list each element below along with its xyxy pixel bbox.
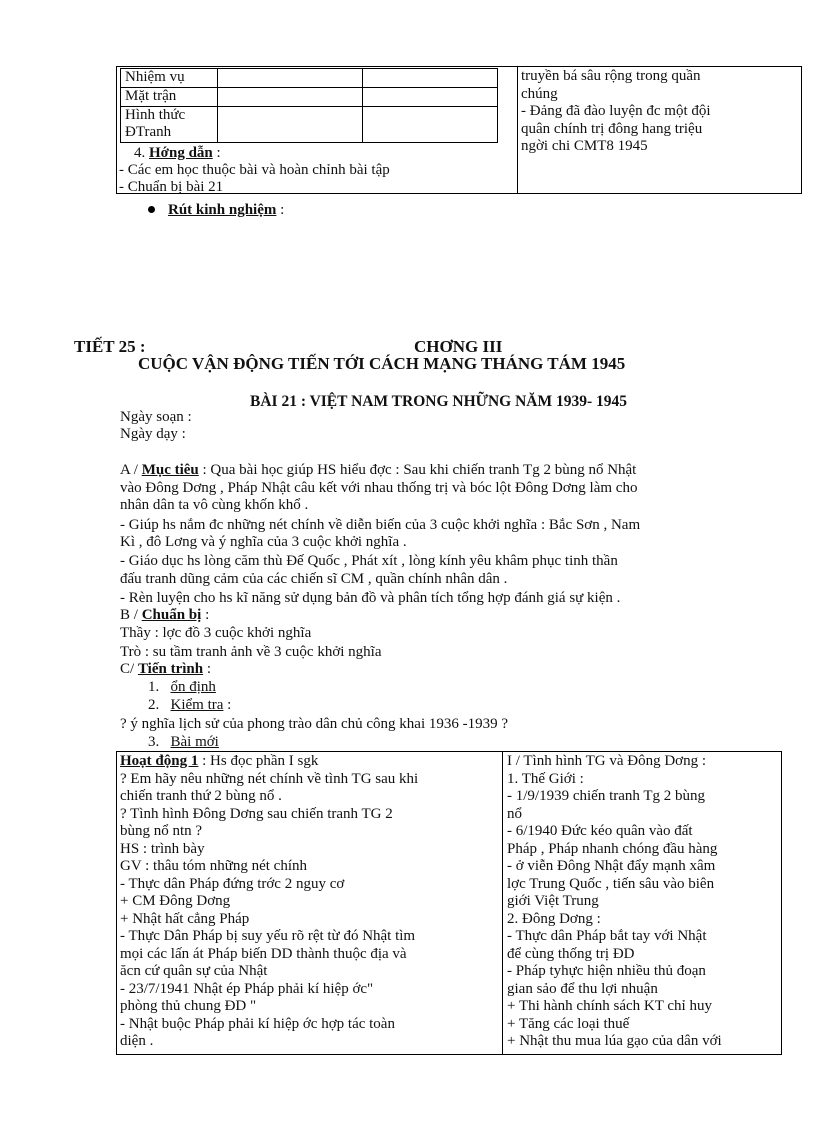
summary-table <box>120 68 498 143</box>
muc-tieu-label: Mục tiêu <box>141 462 199 478</box>
kiem-tra-label: Kiểm tra <box>170 697 224 713</box>
text-line: - 6/1940 Đức kéo quân vào đất <box>507 823 693 839</box>
text-line: I / Tình hình TG và Đông Dơng : <box>507 753 707 769</box>
table-cell: Hình thức ĐTranh <box>121 107 218 143</box>
table-cell: Mặt trận <box>121 88 218 107</box>
bai-moi-label: Bài mới <box>170 734 219 750</box>
table-cell <box>363 107 498 143</box>
rut-kinh-nghiem-label: Rút kinh nghiệm <box>168 202 277 218</box>
table-cell <box>363 88 498 107</box>
list-item <box>148 734 219 751</box>
list-item <box>148 679 216 696</box>
guide-item: - Các em học thuộc bài và hoàn chỉnh bài tập <box>119 162 390 178</box>
chuan-bi-label: Chuẩn bị <box>141 607 202 623</box>
activity-heading <box>120 753 498 771</box>
list-item <box>148 697 231 714</box>
tien-trinh-prefix: C/ <box>120 661 138 677</box>
text-line: + Nhật thu mua lúa gạo của dân với <box>507 1033 722 1049</box>
text-line: + Tăng các loại thuế <box>507 1015 630 1032</box>
list-number: 2. <box>148 697 160 713</box>
text-line: ? Em hãy nêu những nét chính về tình TG sau khi <box>120 770 419 787</box>
chapter-subtitle: CUỘC VẬN ĐỘNG TIẾN TỚI CÁCH MẠNG THÁNG TÁM 1945 <box>138 354 626 373</box>
activity-column <box>120 753 498 1053</box>
text-line: ? Tình hình Đông Dơng sau chiến tranh TG 2 <box>120 805 393 822</box>
guide-number: 4. <box>134 145 146 161</box>
text-line: để cùng thống trị ĐD <box>507 945 635 962</box>
text-line: - Thực Dân Pháp bị suy yếu rõ rệt từ đó Nhật tìm <box>120 928 416 944</box>
question-line: ? ý nghĩa lịch sử của phong trào dân chủ công khai 1936 -1939 ? <box>120 716 509 732</box>
text-line: - Nhật buộc Pháp phải kí hiệp ớc hợp tác toàn <box>120 1015 395 1032</box>
list-number: 3. <box>148 734 160 750</box>
text-line: gian sảo để thu lợi nhuận <box>507 980 658 997</box>
text-line: Kì , đô Lơng và ý nghĩa của 3 cuộc khởi nghĩa . <box>120 534 407 550</box>
chuan-bi-line <box>120 607 209 624</box>
text-line: truyền bá sâu rộng trong quần <box>521 68 701 84</box>
activity-title: Hoạt động 1 <box>120 753 199 769</box>
text-line: nổ <box>507 805 522 822</box>
thay-line: Thầy : lợc đồ 3 cuộc khởi nghĩa <box>120 625 312 641</box>
text-line: diện . <box>120 1033 154 1049</box>
text-line: - 1/9/1939 chiến tranh Tg 2 bùng <box>507 788 706 804</box>
text-line: chúng <box>521 85 558 102</box>
top-table-divider <box>517 66 518 194</box>
text-line: chiến tranh thứ 2 bùng nổ . <box>120 788 282 804</box>
table-row <box>121 107 498 143</box>
text-line: giới Việt Trung <box>507 893 599 909</box>
text-line: ngời chi CMT8 1945 <box>521 138 648 154</box>
text-line: - Pháp tyhực hiện nhiều thủ đoạn <box>507 963 706 979</box>
guide-item: - Chuẩn bị bài 21 <box>119 179 224 195</box>
table-cell: Nhiệm vụ <box>121 69 218 88</box>
text-line: Pháp , Pháp nhanh chóng đầu hàng <box>507 840 718 857</box>
table-row <box>121 69 498 88</box>
text-line: - 23/7/1941 Nhật ép Pháp phải kí hiệp ớc" <box>120 980 374 997</box>
text-line: lợc Trung Quốc , tiến sâu vào biên <box>507 875 715 892</box>
text-line: phòng thủ chung ĐD " <box>120 998 257 1014</box>
chuan-bi-prefix: B / <box>120 607 142 623</box>
tien-trinh-label: Tiến trình <box>137 661 204 677</box>
text-line: : Qua bài học giúp HS hiểu đợc : Sau khi chiến tranh Tg 2 bùng nổ Nhật <box>198 462 637 478</box>
table-cell <box>218 69 363 88</box>
table-row <box>121 88 498 107</box>
muc-tieu-line <box>120 462 636 479</box>
ngay-soan: Ngày soạn : <box>120 409 192 425</box>
text-line: - Giáo dục hs lòng căm thù Đế Quốc , Phát xít , lòng kính yêu khâm phục tinh thần <box>120 553 618 569</box>
text-line: nhân dân ta vô cùng khốn khổ . <box>120 497 309 513</box>
tiet-label: TIẾT 25 : <box>74 337 146 356</box>
text-line: 2. Đông Dơng : <box>507 910 601 927</box>
muc-tieu-prefix: A / <box>120 462 142 478</box>
text-line: 1. Thế Giới : <box>507 770 584 787</box>
table-cell <box>363 69 498 88</box>
text-line: - ở viễn Đông Nhật đẩy mạnh xâm <box>507 858 716 874</box>
text-line: bùng nổ ntn ? <box>120 823 203 839</box>
text-line: + Nhật hất cẳng Pháp <box>120 910 250 927</box>
chapter-title: CHƠNG III <box>414 337 503 356</box>
table-cell <box>218 107 363 143</box>
tro-line: Trò : su tầm tranh ảnh về 3 cuộc khởi nghĩa <box>120 644 382 660</box>
table-cell <box>218 88 363 107</box>
guide-title: Hớng dẫn <box>149 145 213 161</box>
text-line: GV : thâu tóm những nét chính <box>120 858 308 874</box>
kiem-tra-colon: : <box>223 697 232 713</box>
bullet-icon <box>148 206 155 213</box>
text-line: + Thi hành chính sách KT chỉ huy <box>507 998 712 1014</box>
text-line: HS : trình bày <box>120 840 205 857</box>
text-line: đấu tranh dũng cảm của các chiến sĩ CM , quần chính nhân dân . <box>120 571 508 587</box>
text-line: mọi các lấn át Pháp biến DD thành thuộc địa và <box>120 945 407 962</box>
lesson-title: BÀI 21 : VIỆT NAM TRONG NHỮNG NĂM 1939- 1945 <box>250 393 628 410</box>
text-line: - Giúp hs nắm đc những nét chính về diễn biến của 3 cuộc khởi nghĩa : Bắc Sơn , Nam <box>120 517 641 533</box>
guide-colon: : <box>212 145 221 161</box>
on-dinh-label: ổn định <box>170 679 216 695</box>
text-line: - Rèn luyện cho hs kĩ năng sử dụng bản đồ và phân tích tổng hợp đánh giá sự kiện . <box>120 590 621 606</box>
guide-heading <box>134 145 221 162</box>
text-line: - Thực dân Pháp đứng trớc 2 nguy cơ <box>120 875 345 892</box>
tien-trinh-line <box>120 661 211 678</box>
chuan-bi-colon: : <box>201 607 210 623</box>
content-column <box>507 753 779 1053</box>
top-right-column <box>521 68 711 156</box>
tien-trinh-colon: : <box>203 661 212 677</box>
lesson-table-divider <box>502 751 503 1055</box>
text-line: quân chính trị đông hang triệu <box>521 120 703 137</box>
text-line: vào Đông Dơng , Pháp Nhật câu kết với nhau thống trị và bóc lột Đông Dơng làm cho <box>120 480 638 496</box>
rut-kinh-nghiem-colon: : <box>276 202 285 218</box>
rut-kinh-nghiem <box>168 202 284 219</box>
text-line: + CM Đông Dơng <box>120 893 231 909</box>
list-number: 1. <box>148 679 160 695</box>
activity-title-rest: : Hs đọc phần I sgk <box>198 753 319 769</box>
text-line: - Đảng đã đào luyện đc một đội <box>521 103 711 119</box>
ngay-day: Ngày dạy : <box>120 426 186 442</box>
text-line: - Thực dân Pháp bắt tay với Nhật <box>507 928 707 944</box>
text-line: ăcn cứ quân sự của Nhật <box>120 963 268 979</box>
